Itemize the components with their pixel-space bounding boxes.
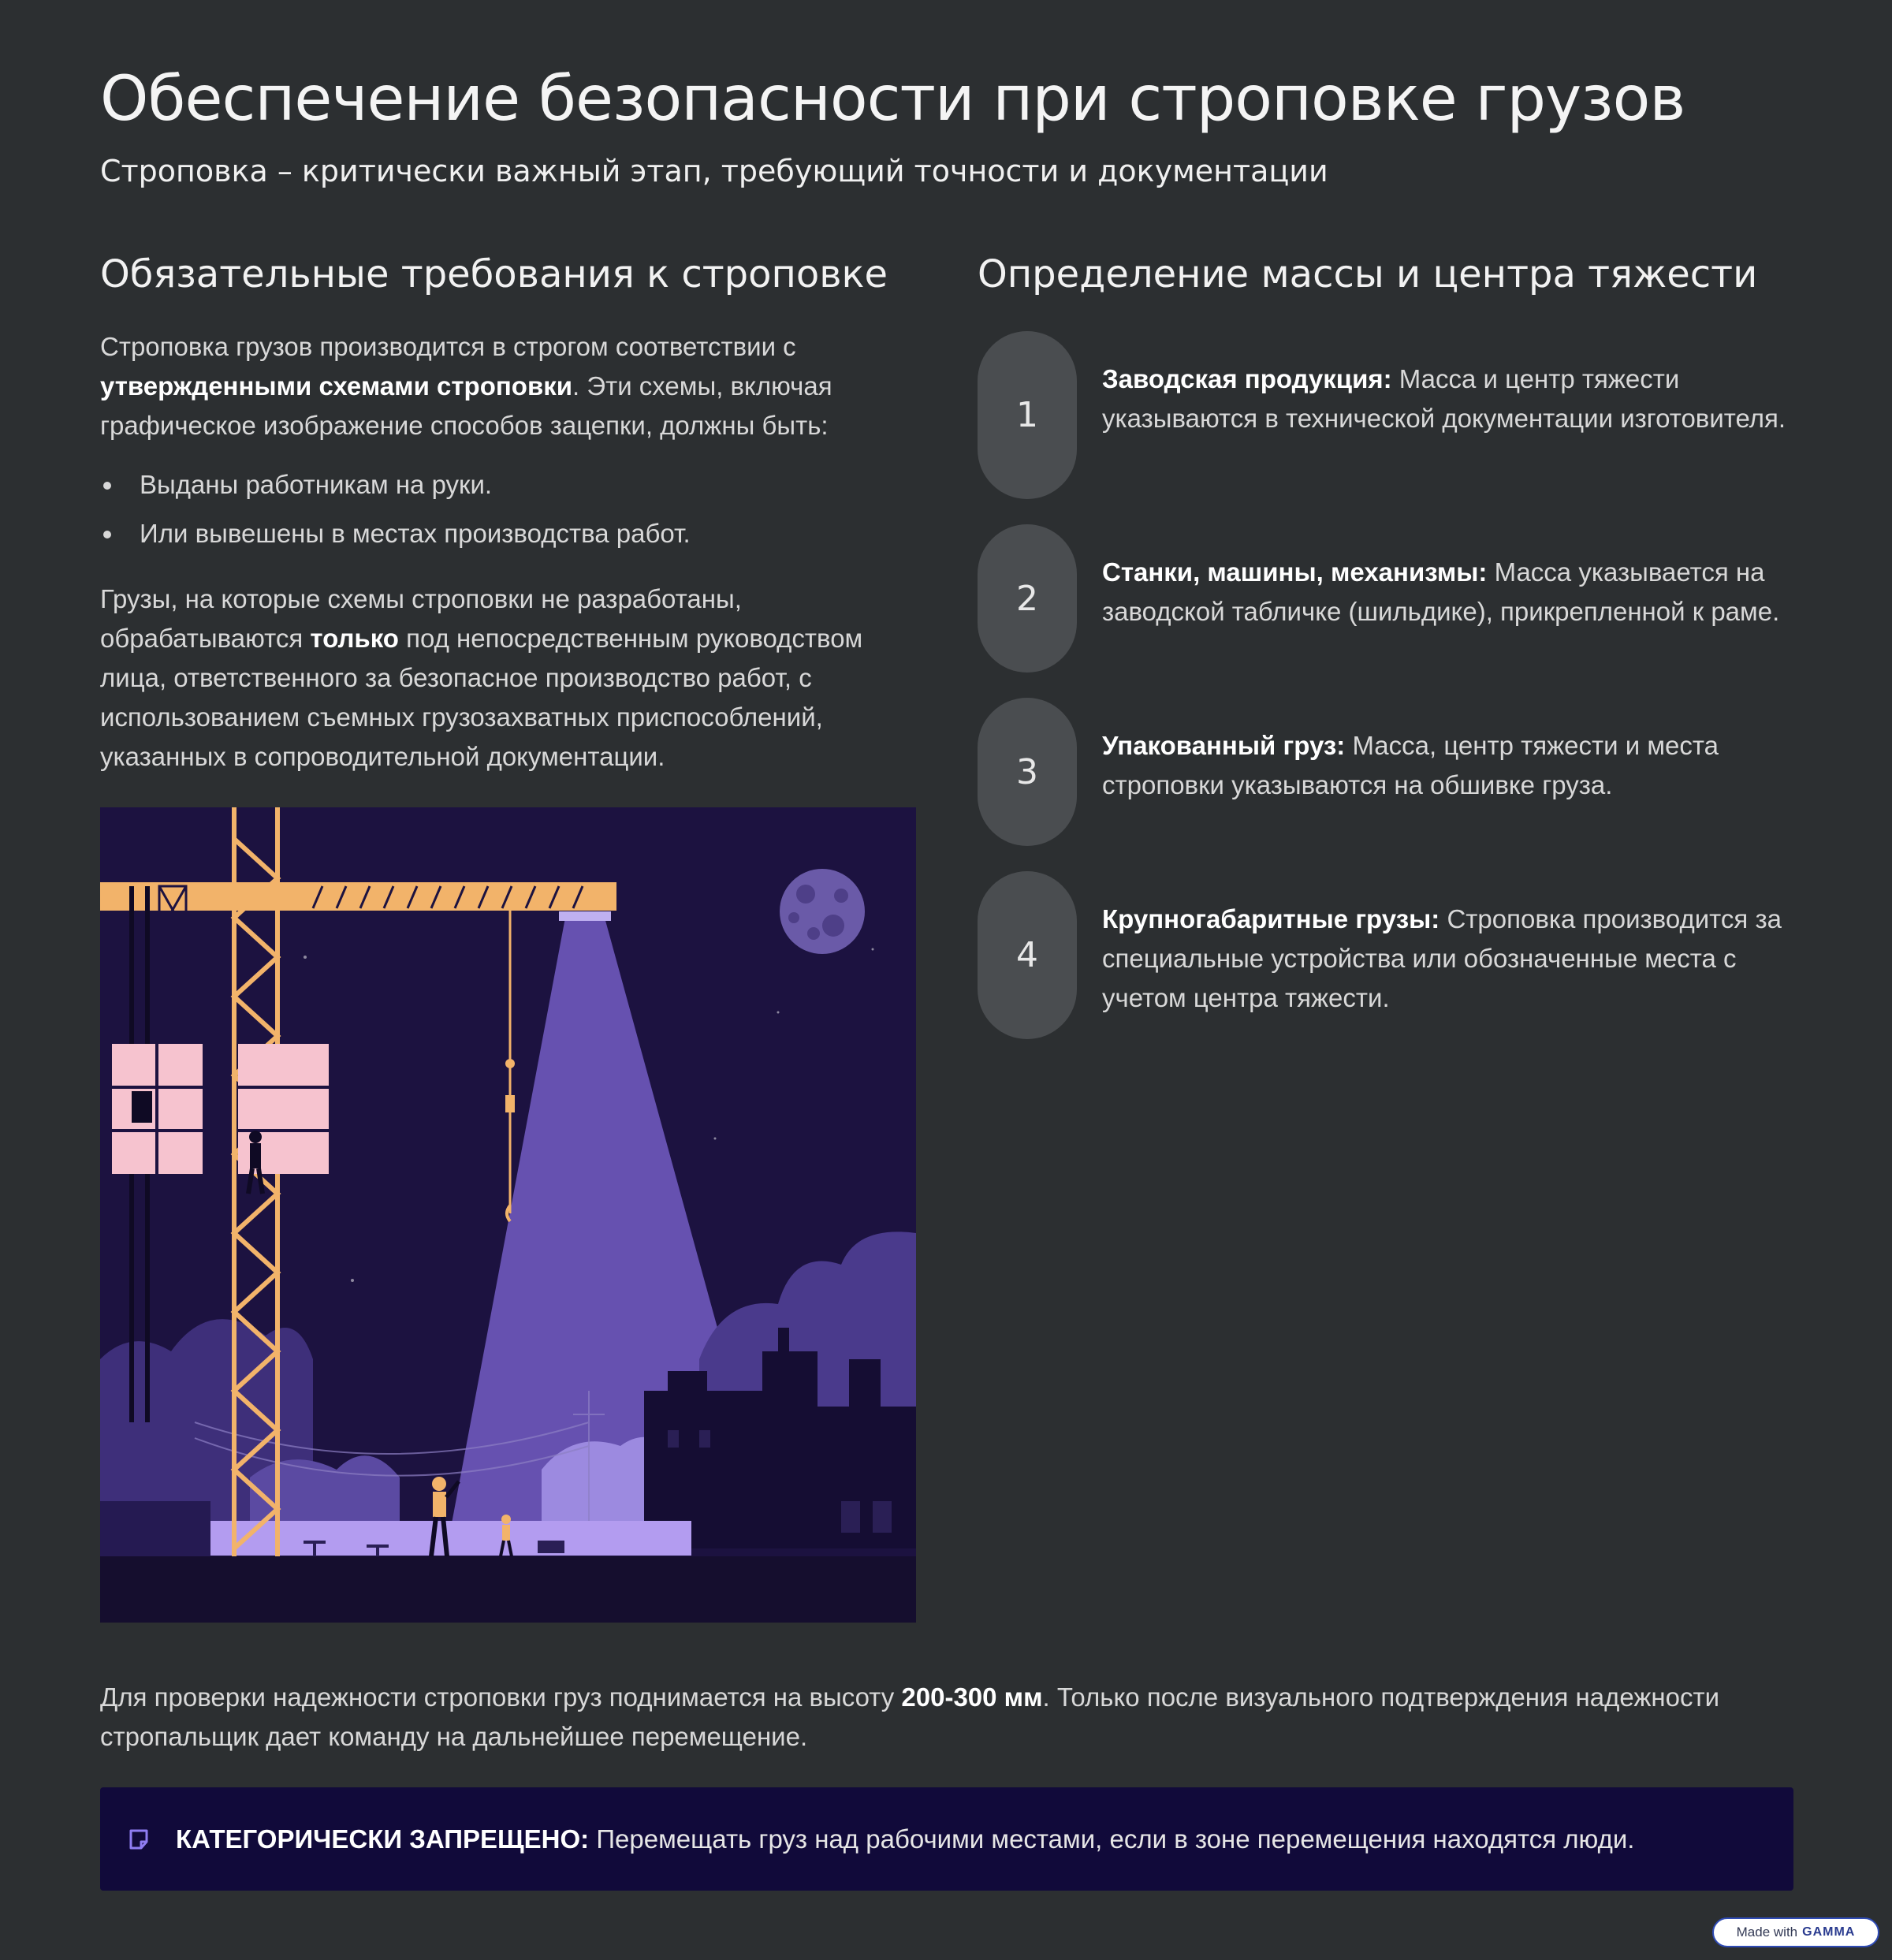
step-title: Упакованный груз: bbox=[1102, 731, 1346, 760]
step-number: 3 bbox=[978, 698, 1077, 846]
step-number: 4 bbox=[978, 871, 1077, 1039]
list-item-text: Или вывешены в местах производства работ. bbox=[140, 519, 691, 548]
requirements-paragraph bbox=[100, 327, 920, 445]
p1-bold: утвержденными схемами строповки bbox=[100, 371, 573, 401]
bullet-dot bbox=[103, 531, 111, 538]
p2-text-end: под непосредственным руководством лица, ответственного за безопасное производство работ, с использованием съемных грузозахватных приспособлений, указанных в сопроводительной документации. bbox=[100, 624, 863, 771]
p1-text-end: . Эти схемы, включая графическое изображение способов зацепки, должны быть: bbox=[100, 371, 832, 440]
note-icon bbox=[127, 1828, 151, 1851]
step-description: Строповка производится за специальные устройства или обозначенные места с учетом центра тяжести. bbox=[1102, 904, 1782, 1012]
list-item bbox=[100, 514, 920, 553]
moon bbox=[780, 869, 865, 954]
badge-prefix: Made with bbox=[1736, 1925, 1798, 1940]
right-heading: Определение массы и центра тяжести bbox=[978, 252, 1758, 296]
bottom-text-end: . Только после визуального подтверждения надежности стропальщик дает команду на дальнейшее перемещение. bbox=[100, 1682, 1720, 1751]
step-text bbox=[1102, 900, 1796, 1018]
step-description: Масса и центр тяжести указываются в технической документации изготовителя. bbox=[1102, 364, 1786, 433]
bottom-text-start: Для проверки надежности строповки груз поднимается на высоту bbox=[100, 1682, 902, 1712]
bottom-bold: 200-300 мм bbox=[901, 1682, 1043, 1712]
step-description: Масса указывается на заводской табличке (шильдике), прикрепленной к раме. bbox=[1102, 557, 1780, 626]
list-item-text: Выданы работникам на руки. bbox=[140, 470, 493, 499]
step-title: Заводская продукция: bbox=[1102, 364, 1392, 393]
p1-text-start: Строповка грузов производится в строгом соответствии с bbox=[100, 332, 796, 361]
crane-illustration bbox=[100, 807, 916, 1623]
page-subtitle: Строповка – критически важный этап, требующий точности и документации bbox=[100, 154, 1328, 188]
step-number: 2 bbox=[978, 524, 1077, 673]
callout-body: Перемещать груз над рабочими местами, если в зоне перемещения находятся люди. bbox=[589, 1824, 1635, 1854]
right-column bbox=[978, 252, 1797, 1012]
list-item bbox=[100, 465, 920, 505]
callout-bold: КАТЕГОРИЧЕСКИ ЗАПРЕЩЕНО: bbox=[176, 1824, 590, 1854]
step-text bbox=[1102, 360, 1796, 438]
step-description: Масса, центр тяжести и места строповки указываются на обшивке груза. bbox=[1102, 731, 1719, 799]
left-heading: Обязательные требования к строповке bbox=[100, 252, 888, 296]
p2-text-start: Грузы, на которые схемы строповки не разработаны, обрабатываются bbox=[100, 584, 742, 653]
requirements-list bbox=[100, 465, 920, 563]
left-column bbox=[100, 252, 920, 771]
step-number: 1 bbox=[978, 331, 1077, 499]
lift-check-paragraph bbox=[100, 1678, 1803, 1757]
made-with-gamma-badge[interactable] bbox=[1712, 1917, 1879, 1947]
step-text bbox=[1102, 726, 1796, 805]
step-title: Станки, машины, механизмы: bbox=[1102, 557, 1488, 587]
p2-bold: только bbox=[310, 624, 399, 653]
bullet-dot bbox=[103, 482, 111, 490]
warning-callout bbox=[100, 1787, 1793, 1891]
page-title: Обеспечение безопасности при строповке грузов bbox=[100, 64, 1685, 135]
step-title: Крупногабаритные грузы: bbox=[1102, 904, 1440, 933]
step-text bbox=[1102, 553, 1796, 632]
gamma-logo: GAMMA bbox=[1802, 1925, 1856, 1939]
callout-text bbox=[176, 1824, 1634, 1854]
no-scheme-paragraph bbox=[100, 579, 920, 777]
